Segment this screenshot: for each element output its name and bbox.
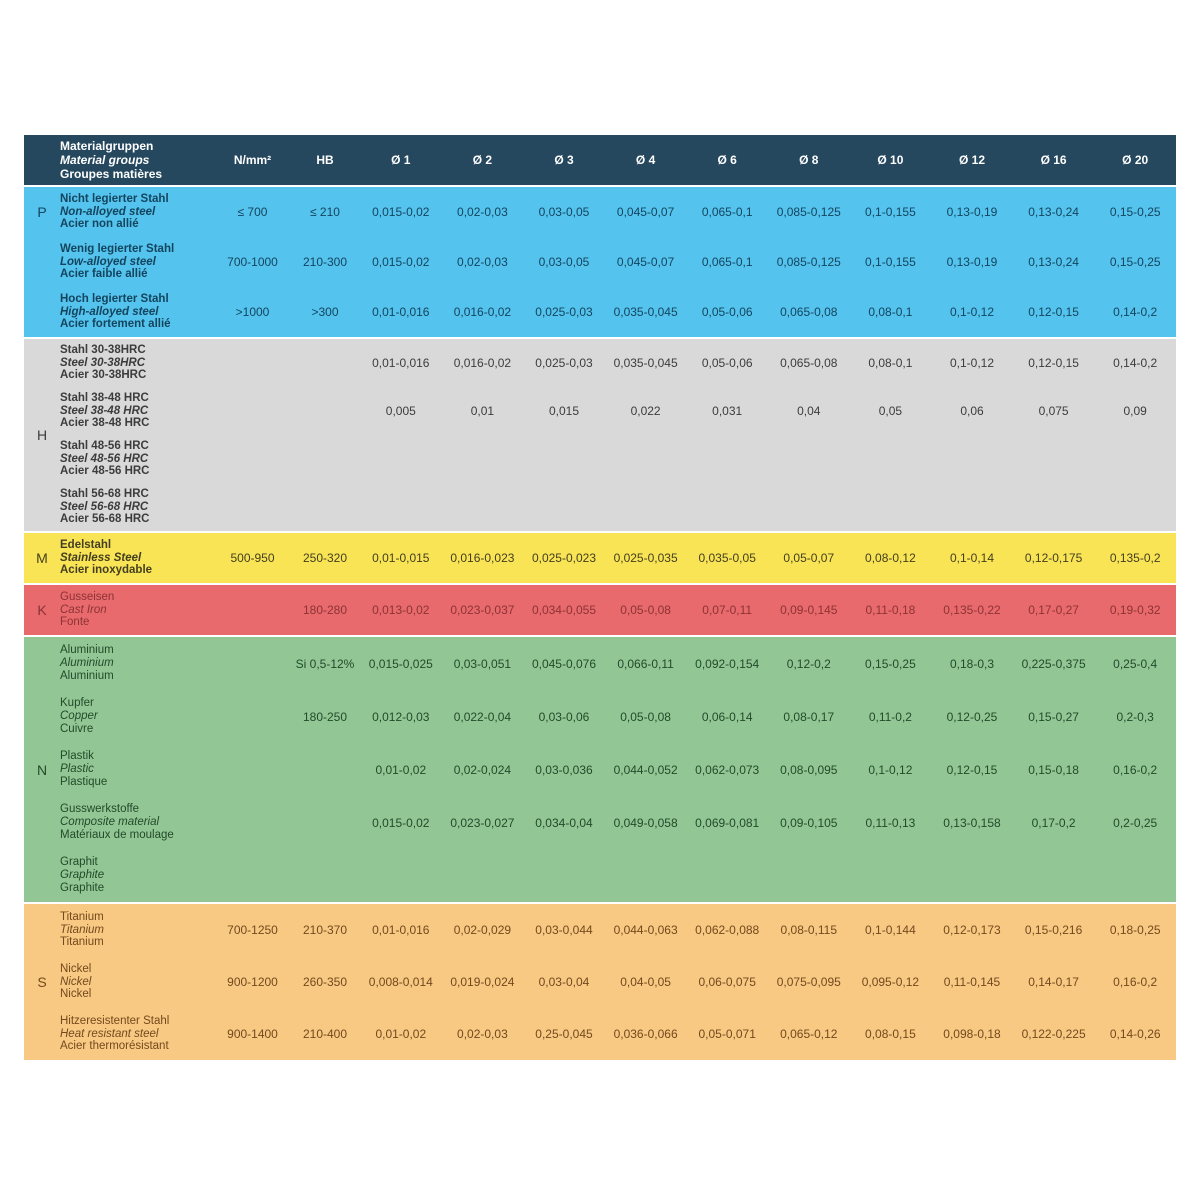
section-K	[24, 585, 1176, 635]
material-row	[60, 435, 1176, 483]
label-french: Graphite	[60, 881, 105, 894]
feed-value-cell: 0,062-0,073	[695, 762, 760, 777]
label-german: Gusseisen	[60, 590, 115, 603]
feed-value-cell: 0,02-0,029	[453, 923, 512, 937]
material-label	[60, 803, 215, 842]
section-H	[24, 339, 1176, 531]
feed-value-cell: 0,098-0,18	[943, 1027, 1001, 1041]
section-rows	[60, 637, 1176, 902]
material-row	[60, 1008, 1176, 1060]
label-french: Titanium	[60, 936, 104, 949]
label-french: Acier 38-48 HRC	[60, 417, 150, 430]
section-P	[24, 187, 1176, 337]
label-german: Stahl 56-68 HRC	[60, 487, 149, 500]
label-english: Steel 56-68 HRC	[60, 500, 149, 513]
feed-value-cell: 0,15-0,27	[1028, 709, 1079, 724]
material-row	[60, 339, 1176, 387]
feed-value-cell: 0,065-0,08	[780, 356, 838, 370]
feed-value-cell: 0,11-0,18	[865, 603, 916, 617]
nmm2-cell: 700-1000	[227, 255, 278, 269]
feed-value-cell: 0,1-0,14	[949, 551, 995, 565]
feed-value-cell: 0,045-0,07	[616, 255, 675, 269]
column-header: Ø 8	[799, 153, 819, 167]
feed-value-cell: 0,08-0,15	[865, 1027, 916, 1041]
feed-value-cell: 0,08-0,1	[868, 356, 913, 370]
feed-value-cell: 0,15-0,25	[1109, 205, 1161, 219]
material-row	[60, 187, 1176, 237]
feed-value-cell: 0,065-0,1	[701, 205, 753, 219]
material-row	[60, 533, 1176, 583]
feed-value-cell: 0,02-0,024	[453, 762, 512, 777]
feed-value-cell: 0,044-0,063	[613, 923, 678, 937]
material-label	[60, 488, 215, 527]
material-groups-header-line: Materialgruppen	[60, 138, 154, 153]
feed-value-cell: 0,2-0,25	[1113, 815, 1158, 830]
material-row	[60, 956, 1176, 1008]
feed-value-cell: 0,12-0,15	[1028, 305, 1079, 319]
feed-value-cell: 0,1-0,144	[865, 923, 916, 937]
feed-value-cell: 0,01-0,016	[372, 305, 430, 319]
feed-value-cell: 0,03-0,04	[538, 975, 590, 989]
table-header	[24, 135, 1176, 185]
feed-value-cell: 0,12-0,175	[1024, 551, 1083, 565]
feed-value-cell: 0,05-0,071	[698, 1027, 756, 1041]
label-french: Acier 30-38HRC	[60, 369, 147, 382]
material-label	[60, 293, 215, 332]
material-label	[60, 243, 215, 282]
feed-value-cell: 0,022-0,04	[453, 709, 512, 724]
section-M	[24, 533, 1176, 583]
material-label	[60, 591, 215, 630]
feed-value-cell: 0,092-0,154	[695, 656, 760, 671]
label-french: Plastique	[60, 775, 108, 788]
feed-value-cell: 0,09	[1123, 404, 1147, 418]
feed-value-cell: 0,075	[1038, 404, 1069, 418]
feed-value-cell: 0,015-0,02	[372, 815, 430, 830]
hb-cell: 180-280	[302, 603, 348, 617]
label-english: Titanium	[60, 923, 104, 936]
feed-value-cell: 0,085-0,125	[776, 205, 841, 219]
label-english: Nickel	[60, 975, 92, 988]
feed-value-cell: 0,12-0,15	[1028, 356, 1079, 370]
feed-value-cell: 0,05-0,06	[701, 305, 753, 319]
feed-value-cell: 0,065-0,1	[701, 255, 753, 269]
hb-cell: 210-370	[302, 923, 348, 937]
nmm2-cell: 900-1400	[227, 1027, 278, 1041]
feed-value-cell: 0,08-0,095	[780, 762, 838, 777]
feed-value-cell: 0,15-0,25	[865, 656, 916, 671]
nmm2-cell: 700-1250	[227, 923, 278, 937]
feed-value-cell: 0,13-0,19	[946, 205, 998, 219]
feed-value-cell: 0,036-0,066	[613, 1027, 678, 1041]
label-french: Fonte	[60, 616, 90, 629]
feed-value-cell: 0,045-0,076	[531, 656, 597, 671]
material-groups-header-line: Material groups	[60, 152, 150, 167]
column-header: Ø 20	[1122, 153, 1149, 167]
feed-value-cell: 0,14-0,17	[1028, 975, 1079, 989]
material-row	[60, 287, 1176, 337]
label-french: Aluminium	[60, 669, 114, 682]
label-german: Stahl 38-48 HRC	[60, 391, 149, 404]
feed-value-cell: 0,25-0,045	[535, 1027, 593, 1041]
nmm2-cell: ≤ 700	[237, 205, 268, 219]
label-english: Stainless Steel	[60, 551, 142, 564]
label-english: Cast Iron	[60, 603, 107, 616]
feed-value-cell: 0,025-0,023	[531, 551, 597, 565]
material-row	[60, 637, 1176, 690]
feed-value-cell: 0,225-0,375	[1021, 656, 1086, 671]
feed-value-cell: 0,13-0,19	[946, 255, 998, 269]
label-french: Acier faible allié	[60, 268, 148, 281]
feed-value-cell: 0,066-0,11	[617, 656, 674, 671]
label-english: Steel 48-56 HRC	[60, 452, 149, 465]
material-label	[60, 856, 215, 895]
feed-value-cell: 0,008-0,014	[368, 975, 433, 989]
feed-value-cell: 0,03-0,05	[538, 205, 590, 219]
material-groups-header-line: Groupes matières	[60, 167, 163, 182]
feed-value-cell: 0,02-0,03	[457, 255, 508, 269]
label-german: Stahl 48-56 HRC	[60, 439, 149, 452]
label-german: Kupfer	[60, 697, 94, 710]
feed-value-cell: 0,1-0,12	[868, 762, 913, 777]
feed-value-cell: 0,09-0,105	[780, 815, 838, 830]
feed-value-cell: 0,01-0,015	[372, 551, 430, 565]
feed-value-cell: 0,12-0,173	[943, 923, 1001, 937]
feed-value-cell: 0,095-0,12	[861, 975, 920, 989]
label-german: Hoch legierter Stahl	[60, 292, 169, 305]
material-row	[60, 849, 1176, 902]
label-german: Edelstahl	[60, 538, 112, 551]
section-rows	[60, 187, 1176, 337]
feed-value-cell: 0,034-0,055	[531, 603, 597, 617]
feed-value-cell: 0,17-0,27	[1028, 603, 1079, 617]
section-letter: K	[37, 602, 47, 618]
material-label	[60, 750, 215, 789]
nmm2-cell: >1000	[235, 305, 270, 319]
label-english: Heat resistant steel	[60, 1027, 159, 1040]
feed-value-cell: 0,034-0,04	[535, 815, 593, 830]
feed-value-cell: 0,1-0,155	[865, 205, 916, 219]
feed-value-cell: 0,069-0,081	[695, 815, 760, 830]
label-german: Wenig legierter Stahl	[60, 242, 175, 255]
feed-value-cell: 0,025-0,035	[613, 551, 678, 565]
feed-value-cell: 0,01-0,02	[375, 1027, 427, 1041]
feed-value-cell: 0,13-0,24	[1028, 205, 1079, 219]
column-header: HB	[316, 153, 334, 167]
material-label	[60, 1015, 215, 1054]
label-french: Acier 56-68 HRC	[60, 513, 150, 526]
feed-value-cell: 0,17-0,2	[1031, 815, 1076, 830]
feed-value-cell: 0,08-0,17	[783, 709, 835, 724]
label-english: High-alloyed steel	[60, 305, 159, 318]
feed-value-cell: 0,025-0,03	[535, 305, 593, 319]
feed-value-cell: 0,03-0,06	[538, 709, 590, 724]
label-german: Titanium	[60, 910, 104, 923]
label-english: Non-alloyed steel	[60, 205, 156, 218]
section-letter: P	[37, 204, 47, 220]
feed-value-cell: 0,035-0,045	[613, 305, 678, 319]
feed-value-cell: 0,07-0,11	[702, 603, 753, 617]
feed-value-cell: 0,06-0,075	[698, 975, 756, 989]
label-german: Nickel	[60, 962, 92, 975]
feed-value-cell: 0,02-0,03	[457, 205, 508, 219]
feed-value-cell: 0,11-0,145	[943, 975, 1001, 989]
column-header: Ø 2	[472, 153, 493, 167]
feed-value-cell: 0,15-0,216	[1024, 923, 1083, 937]
section-N	[24, 637, 1176, 902]
feed-value-cell: 0,015-0,02	[372, 255, 430, 269]
feed-value-cell: 0,015	[548, 404, 579, 418]
feed-value-cell: 0,02-0,03	[457, 1027, 508, 1041]
hb-cell: 250-320	[302, 551, 348, 565]
section-rows	[60, 585, 1176, 635]
feed-value-cell: 0,03-0,05	[538, 255, 590, 269]
feed-value-cell: 0,012-0,03	[372, 709, 430, 724]
label-german: Nicht legierter Stahl	[60, 192, 169, 205]
feed-value-cell: 0,049-0,058	[613, 815, 678, 830]
feed-value-cell: 0,05-0,08	[620, 709, 671, 724]
section-rows	[60, 533, 1176, 583]
hb-cell: ≤ 210	[310, 205, 340, 219]
label-french: Acier 48-56 HRC	[60, 465, 150, 478]
feed-value-cell: 0,085-0,125	[776, 255, 841, 269]
label-english: Plastic	[60, 763, 94, 775]
column-header: Ø 12	[958, 153, 985, 167]
label-english: Low-alloyed steel	[60, 255, 156, 268]
material-row	[60, 237, 1176, 287]
feed-value-cell: 0,06	[960, 404, 984, 418]
feed-value-cell: 0,122-0,225	[1021, 1027, 1086, 1041]
feed-value-cell: 0,019-0,024	[450, 975, 515, 989]
material-row	[60, 387, 1176, 435]
feed-value-cell: 0,13-0,24	[1028, 255, 1079, 269]
hb-cell: 260-350	[302, 975, 348, 989]
column-header: Ø 3	[554, 153, 574, 167]
feed-value-cell: 0,04	[797, 404, 821, 418]
feed-value-cell: 0,05	[878, 404, 903, 418]
label-english: Steel 30-38HRC	[60, 356, 146, 369]
label-english: Aluminium	[60, 657, 114, 669]
nmm2-cell: 500-950	[230, 551, 275, 565]
feed-value-cell: 0,08-0,115	[780, 923, 838, 937]
feed-value-cell: 0,025-0,03	[535, 356, 593, 370]
feed-value-cell: 0,04-0,05	[620, 975, 671, 989]
column-header: Ø 10	[877, 153, 904, 167]
material-table	[24, 135, 1176, 1060]
feed-value-cell: 0,05-0,08	[620, 603, 671, 617]
label-french: Acier inoxydable	[60, 564, 153, 577]
section-S	[24, 904, 1176, 1060]
section-rows	[60, 339, 1176, 531]
feed-value-cell: 0,11-0,13	[865, 815, 916, 830]
feed-value-cell: 0,03-0,044	[535, 923, 593, 937]
label-french: Acier non allié	[60, 218, 139, 231]
hb-cell: >300	[311, 305, 339, 319]
feed-value-cell: 0,16-0,2	[1113, 762, 1158, 777]
section-letter: H	[36, 427, 48, 443]
label-english: Copper	[60, 710, 98, 722]
label-french: Acier thermorésistant	[60, 1040, 169, 1053]
feed-value-cell: 0,05-0,07	[783, 551, 835, 565]
column-header: Ø 4	[635, 153, 656, 167]
feed-value-cell: 0,18-0,25	[1109, 923, 1161, 937]
feed-value-cell: 0,015-0,025	[368, 656, 433, 671]
feed-value-cell: 0,2-0,3	[1116, 709, 1154, 724]
label-english: Composite material	[60, 816, 160, 828]
material-row	[60, 585, 1176, 635]
material-label	[60, 193, 215, 232]
feed-value-cell: 0,03-0,036	[535, 762, 593, 777]
feed-value-cell: 0,08-0,1	[868, 305, 913, 319]
label-french: Nickel	[60, 988, 92, 1001]
material-groups-header	[60, 139, 215, 181]
feed-value-cell: 0,19-0,32	[1109, 603, 1161, 617]
feed-value-cell: 0,16-0,2	[1113, 975, 1158, 989]
nmm2-cell: 900-1200	[227, 975, 278, 989]
feed-value-cell: 0,045-0,07	[616, 205, 675, 219]
material-label	[60, 644, 215, 683]
feed-value-cell: 0,016-0,023	[450, 551, 515, 565]
feed-value-cell: 0,016-0,02	[453, 356, 512, 370]
feed-value-cell: 0,035-0,05	[698, 551, 756, 565]
hb-cell: 210-400	[302, 1027, 348, 1041]
feed-value-cell: 0,1-0,155	[865, 255, 916, 269]
feed-value-cell: 0,13-0,158	[943, 815, 1001, 830]
feed-value-cell: 0,035-0,045	[613, 356, 678, 370]
feed-value-cell: 0,016-0,02	[453, 305, 512, 319]
table-body	[24, 187, 1176, 1060]
material-row	[60, 690, 1176, 743]
feed-value-cell: 0,044-0,052	[613, 762, 678, 777]
feed-value-cell: 0,18-0,3	[949, 656, 995, 671]
feed-value-cell: 0,25-0,4	[1113, 656, 1158, 671]
label-french: Acier fortement allié	[60, 318, 171, 331]
feed-value-cell: 0,015-0,02	[372, 205, 430, 219]
material-label	[60, 539, 215, 578]
material-row	[60, 904, 1176, 956]
feed-value-cell: 0,15-0,18	[1028, 762, 1079, 777]
feed-value-cell: 0,022	[630, 404, 661, 418]
column-header: Ø 6	[717, 153, 737, 167]
feed-value-cell: 0,023-0,027	[450, 815, 515, 830]
column-header: Ø 16	[1040, 153, 1067, 167]
label-english: Steel 38-48 HRC	[60, 404, 149, 417]
feed-value-cell: 0,12-0,15	[946, 762, 998, 777]
feed-value-cell: 0,135-0,2	[1109, 551, 1161, 565]
material-row	[60, 483, 1176, 531]
feed-value-cell: 0,01-0,02	[375, 762, 427, 777]
feed-value-cell: 0,11-0,2	[868, 709, 912, 724]
material-label	[60, 911, 215, 950]
feed-value-cell: 0,031	[712, 404, 743, 418]
column-header: N/mm²	[233, 153, 272, 167]
material-label	[60, 344, 215, 383]
feed-value-cell: 0,15-0,25	[1109, 255, 1161, 269]
feed-value-cell: 0,013-0,02	[372, 603, 430, 617]
section-letter: M	[36, 550, 48, 566]
feed-value-cell: 0,12-0,25	[946, 709, 998, 724]
feed-value-cell: 0,01-0,016	[372, 356, 430, 370]
feed-value-cell: 0,062-0,088	[695, 923, 760, 937]
feed-value-cell: 0,01	[470, 404, 495, 418]
feed-value-cell: 0,1-0,12	[949, 305, 995, 319]
label-french: Cuivre	[60, 722, 94, 735]
feed-value-cell: 0,1-0,12	[949, 356, 995, 370]
feed-value-cell: 0,06-0,14	[701, 709, 753, 724]
feed-value-cell: 0,135-0,22	[943, 603, 1001, 617]
material-row	[60, 743, 1176, 796]
feed-value-cell: 0,03-0,051	[453, 656, 512, 671]
label-german: Aluminium	[60, 644, 114, 657]
label-french: Matériaux de moulage	[60, 828, 174, 841]
feed-value-cell: 0,14-0,26	[1109, 1027, 1161, 1041]
section-rows	[60, 904, 1176, 1060]
hb-cell: Si 0,5-12%	[295, 656, 355, 671]
column-header: Ø 1	[391, 153, 411, 167]
material-row	[60, 796, 1176, 849]
feed-value-cell: 0,14-0,2	[1113, 356, 1158, 370]
feed-value-cell: 0,14-0,2	[1113, 305, 1158, 319]
material-label	[60, 440, 215, 479]
feed-value-cell: 0,12-0,2	[786, 656, 831, 671]
feed-value-cell: 0,05-0,06	[701, 356, 753, 370]
feed-value-cell: 0,065-0,08	[780, 305, 838, 319]
section-letter: S	[37, 974, 47, 990]
label-german: Graphit	[60, 856, 98, 869]
label-german: Gusswerkstoffe	[60, 803, 140, 816]
hb-cell: 210-300	[302, 255, 348, 269]
label-german: Stahl 30-38HRC	[60, 343, 146, 356]
feed-value-cell: 0,01-0,016	[372, 923, 430, 937]
hb-cell: 180-250	[302, 709, 348, 724]
feed-value-cell: 0,005	[385, 404, 416, 418]
material-label	[60, 392, 215, 431]
feed-value-cell: 0,023-0,037	[450, 603, 515, 617]
material-label	[60, 963, 215, 1002]
label-english: Graphite	[60, 869, 105, 881]
feed-value-cell: 0,09-0,145	[780, 603, 838, 617]
feed-value-cell: 0,08-0,12	[865, 551, 916, 565]
section-letter: N	[36, 761, 48, 778]
label-german: Plastik	[60, 750, 94, 763]
material-label	[60, 697, 215, 736]
feed-value-cell: 0,065-0,12	[780, 1027, 838, 1041]
feed-value-cell: 0,075-0,095	[776, 975, 841, 989]
label-german: Hitzeresistenter Stahl	[60, 1014, 170, 1027]
